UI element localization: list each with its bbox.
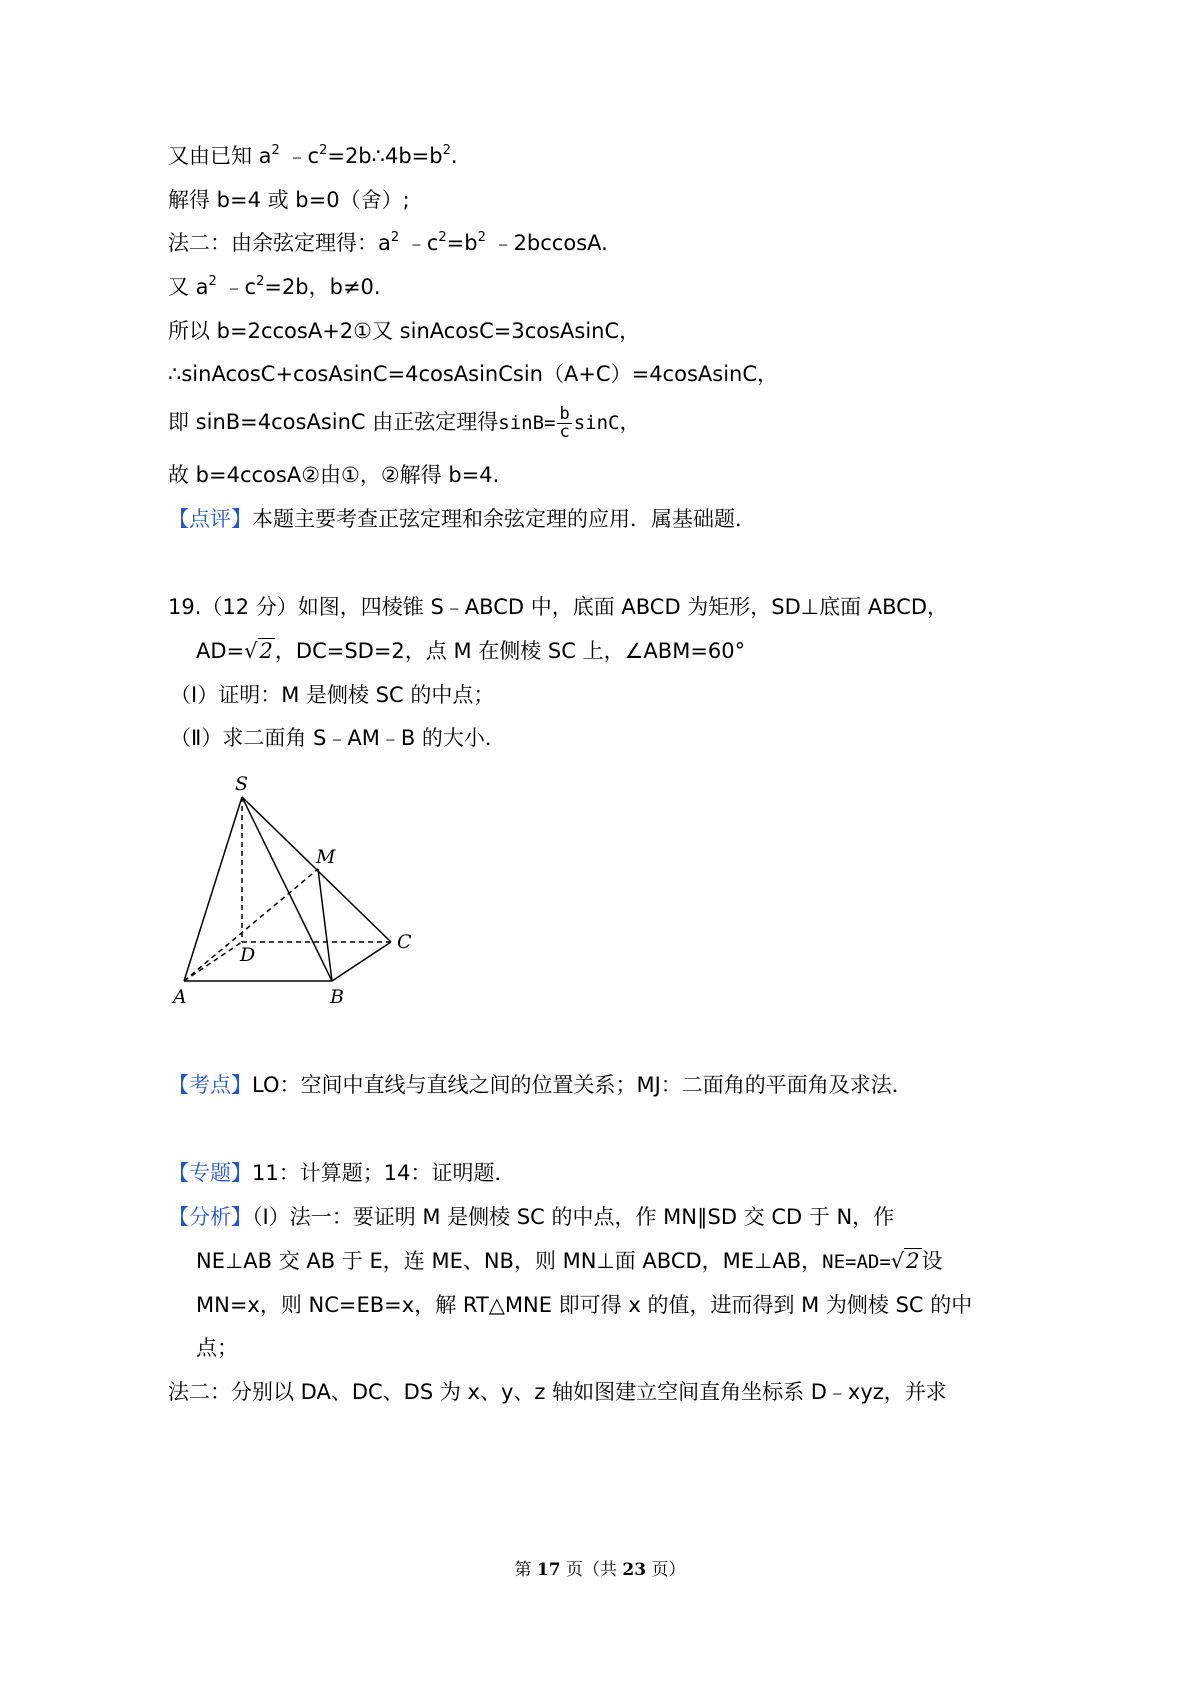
segment-mb: [318, 869, 332, 981]
problem-19-part-1: （I）证明：M 是侧棱 SC 的中点；: [170, 683, 495, 707]
edge-bc: [332, 942, 391, 981]
line-6: ∴sinAcosC+cosAsinC=4cosAsinCsin（A+C）=4cosAsinC，: [168, 362, 779, 386]
knowledge-point-line: 【考点】LO：空间中直线与直线之间的位置关系；MJ：二面角的平面角及求法．: [168, 1073, 913, 1097]
sine-rule-formula: sinB= $\frac{b}{c}$ sinC: [498, 404, 620, 442]
label-m: M: [316, 846, 336, 868]
edge-sa: [184, 797, 242, 981]
fraction-b-over-c: $\frac{b}{c}$: [559, 404, 570, 442]
review-line: 【点评】本题主要考查正弦定理和余弦定理的应用．属基础题．: [168, 507, 756, 531]
edge-ad: [184, 942, 242, 981]
analysis-line-2: NE⊥AB 交 AB 于 E，连 ME、NB，则 MN⊥面 ABCD，ME⊥AB，NE=AD=√2设: [196, 1246, 943, 1277]
label-b: B: [330, 986, 344, 1008]
problem-19-part-2: （Ⅱ）求二面角 S﹣AM﹣B 的大小．: [170, 726, 506, 750]
line-1: 又由已知 $a^2$ $﹣c^2=2b\therefore 4b=b^2$.: [168, 143, 458, 168]
knowledge-point-tag: 【考点】: [168, 1073, 252, 1097]
line-8: 故 b=4ccosA②由①，②解得 b=4.: [168, 463, 500, 487]
line-3: 法二：由余弦定理得：$a^2$ $﹣c^2=b^2$ ﹣2bccosA.: [168, 230, 608, 255]
analysis-line-4: 点；: [196, 1336, 238, 1360]
analysis-line-1: 【分析】（Ⅰ）法一：要证明 M 是侧棱 SC 的中点，作 MN∥SD 交 CD 于 N，作: [168, 1205, 895, 1229]
sqrt-2: √2: [244, 639, 273, 663]
label-a: A: [173, 986, 187, 1008]
page-number: 17: [536, 1560, 561, 1580]
total-pages: 23: [622, 1560, 647, 1580]
analysis-line-5: 法二：分别以 DA、DC、DS 为 x、y、z 轴如图建立空间直角坐标系 D﹣xyz，并求: [168, 1380, 947, 1404]
label-d: D: [240, 944, 256, 966]
pyramid-figure: [160, 765, 430, 1015]
line-2: 解得 b=4 或 b=0（舍）;: [168, 188, 410, 212]
label-c: C: [397, 931, 412, 953]
line-7: 即 sinB=4cosAsinC 由正弦定理得sinB= $\frac{b}{c}$ sinC，: [168, 404, 641, 442]
line-5: 所以 b=2ccosA+2①又 sinAcosC=3cosAsinC，: [168, 319, 641, 343]
line-4: 又 $a^2$ $﹣c^2=2b$，b≠0.: [168, 274, 381, 299]
analysis-line-3: MN=x，则 NC=EB=x，解 RT△MNE 即可得 x 的值，进而得到 M 为侧棱 SC 的中: [196, 1293, 973, 1317]
analysis-tag: 【分析】: [168, 1205, 252, 1229]
topic-line: 【专题】11：计算题；14：证明题．: [168, 1161, 516, 1185]
topic-tag: 【专题】: [168, 1161, 252, 1185]
edge-sb: [242, 797, 332, 981]
page-footer: 第 17 页（共 23 页）: [514, 1560, 686, 1580]
sqrt-2: √2: [890, 1249, 920, 1273]
label-s: S: [235, 773, 249, 795]
problem-19-condition: AD=√2，DC=SD=2，点 M 在侧棱 SC 上，∠ABM=60°: [196, 636, 745, 666]
review-tag: 【点评】: [168, 507, 252, 531]
problem-19-title: 19.（12 分）如图，四棱锥 S﹣ABCD 中，底面 ABCD 为矩形，SD⊥底面 ABCD，: [168, 595, 949, 619]
